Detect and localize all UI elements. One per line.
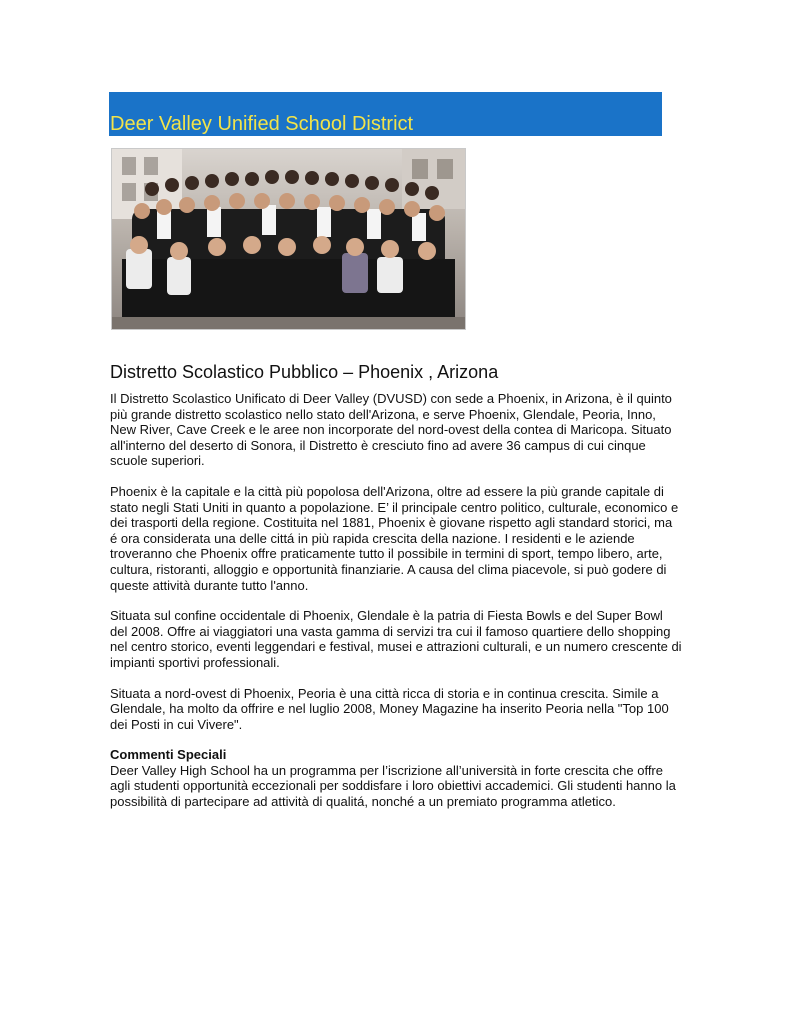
page-title: Deer Valley Unified School District (110, 113, 414, 135)
paragraph-phoenix: Phoenix è la capitale e la città più popolosa dell'Arizona, oltre ad essere la più grande capitale di stato negli Stati Uniti in quanto a popolazione. E’ il principale centro politico, culturale, economico e dei trasporti della regione. Costituita nel 1881, Phoenix è giovane rispetto agli standard storici, ma é ora considerata una delle cittá in più rapida crescita della nazione. I residenti e le aziende troveranno che Phoenix offre praticamente tutto il possibile in termini di sport, tempo libero, arte, cultura, ristoranti, alloggio e opportunità finanziarie. A causa del clima piacevole, si può godere di queste attività durante tutto l'anno. (110, 483, 679, 593)
group-photo (111, 148, 466, 330)
paragraph-glendale: Situata sul confine occidentale di Phoenix, Glendale è la patria di Fiesta Bowls e del Super Bowl del 2008. Offre ai viaggiatori una vasta gamma di servizi tra cui il famoso quartiere dello shopping nel centro storico, eventi leggendari e festival, musei e attrazioni culturali, e un numero crescente di impianti sportivi professionali. (110, 608, 682, 670)
special-comments-heading: Commenti Speciali (110, 747, 227, 763)
header-banner (109, 92, 662, 136)
paragraph-district: Il Distretto Scolastico Unificato di Deer Valley (DVUSD) con sede a Phoenix, in Arizona, è il quinto più grande distretto scolastico nello stato dell'Arizona, e serve Phoenix, Glendale, Peoria, Inno, New River, Cave Creek e le aree non incorporate del nord-ovest della contea di Maricopa. Situato all'interno del deserto di Sonora, il Distretto è cresciuto fino ad avere 36 campus di cui cinque scuole superiori. (110, 391, 672, 469)
special-comments-text: Deer Valley High School ha un programma per l’iscrizione all’università in forte crescita che offre agli studenti opportunità eccezionali per soddisfare i loro obiettivi accademici. Gli studenti hanno la possibilità di partecipare ad attività di qualitá, nonché a un premiato programma atletico. (110, 762, 676, 810)
paragraph-peoria: Situata a nord-ovest di Phoenix, Peoria è una città ricca di storia e in continua crescita. Simile a Glendale, ha molto da offrire e nel luglio 2008, Money Magazine ha inserito Peoria nella "Top 100 dei Posti in cui Vivere". (110, 685, 669, 732)
article (110, 361, 682, 810)
article-heading: Distretto Scolastico Pubblico – Phoenix , Arizona (110, 362, 499, 382)
